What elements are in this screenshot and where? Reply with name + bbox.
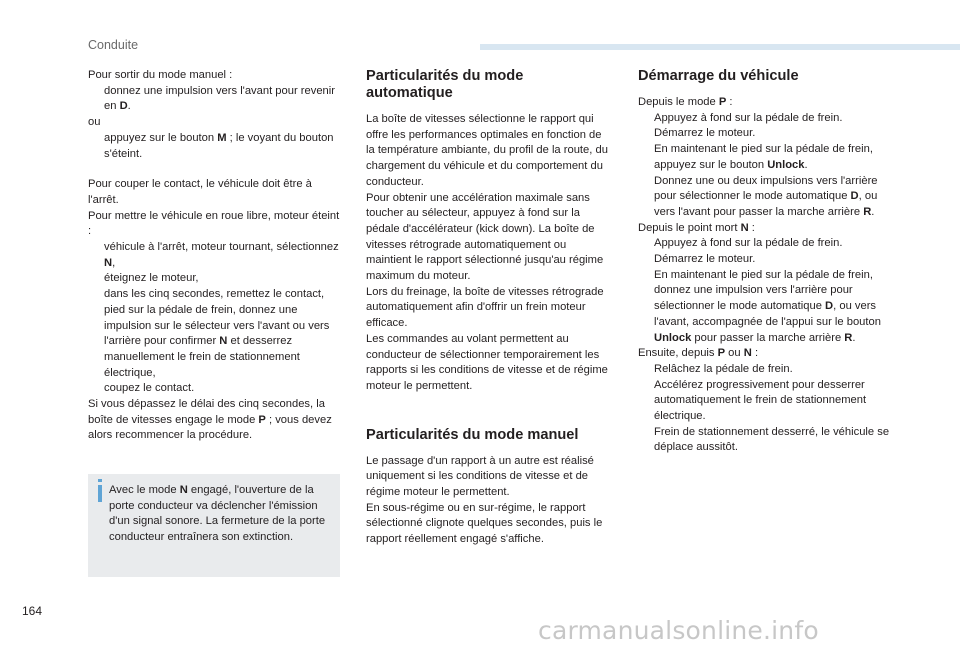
bullet-item bbox=[638, 252, 898, 268]
info-icon bbox=[98, 485, 102, 502]
bullet-text: coupez le contact. bbox=[104, 382, 195, 395]
bullet-item bbox=[638, 236, 898, 252]
paragraph: Pour sortir du mode manuel : bbox=[88, 69, 233, 81]
bullet-item bbox=[88, 131, 343, 162]
watermark: carmanualsonline.info bbox=[538, 616, 819, 645]
paragraph: Pour obtenir une accélération maximale sans toucher au sélecteur, appuyez à fond sur la pédale d'accélérateur (kick down). La boîte de vitesses rétrograde automatiquement ou maintient le rapport sélectionné jusqu'au régime maximum du moteur. bbox=[366, 191, 604, 283]
paragraph: Si vous dépassez le délai des cinq secondes, la boîte de vitesses engage le mode P ; vous devez alors recommencer la procédure. bbox=[88, 398, 332, 442]
page-number: 164 bbox=[22, 604, 43, 618]
paragraph: En sous-régime ou en sur-régime, le rapport sélectionné clignote quelques secondes, puis le rapport réellement engagé s'affiche. bbox=[366, 501, 603, 546]
column-middle bbox=[366, 68, 611, 548]
note-text: Avec le mode N engagé, l'ouverture de la porte conducteur va déclencher l'émission d'un signal sonore. La fermeture de la porte conducteur entraînera son extinction. bbox=[109, 484, 326, 544]
column-right bbox=[638, 68, 898, 456]
bullet-text: En maintenant le pied sur la pédale de frein, appuyez sur le bouton Unlock. bbox=[654, 143, 873, 171]
bullet-text: Démarrez le moteur. bbox=[654, 127, 756, 140]
bullet-text: éteignez le moteur, bbox=[104, 272, 199, 285]
paragraph: Depuis le point mort N : bbox=[638, 221, 755, 234]
bullet-item bbox=[638, 142, 898, 173]
bullet-item bbox=[88, 84, 343, 115]
bullet-item bbox=[88, 303, 343, 382]
heading-automatic-mode: Particularités du mode automatique bbox=[366, 68, 524, 101]
bullet-text: Frein de stationnement desserré, le véhicule se déplace aussitôt. bbox=[654, 425, 890, 454]
section-title: Conduite bbox=[88, 38, 139, 52]
bullet-item bbox=[638, 126, 898, 142]
paragraph: La boîte de vitesses sélectionne le rapport qui offre les performances optimales en fonction de la température ambiante, du profil de la route, du chargement du véhicule et du comportement du conducteur. bbox=[366, 113, 608, 188]
bullet-text: Relâchez la pédale de frein. bbox=[654, 362, 793, 375]
info-note bbox=[88, 474, 340, 577]
paragraph: ou bbox=[88, 116, 101, 129]
bullet-item bbox=[88, 381, 343, 397]
column-left bbox=[88, 68, 343, 444]
paragraph: Depuis le mode P : bbox=[638, 96, 733, 108]
paragraph: Ensuite, depuis P ou N : bbox=[638, 347, 759, 360]
paragraph: Le passage d'un rapport à un autre est réalisé uniquement si les conditions de vitesse et de régime moteur le permettent. bbox=[366, 454, 594, 499]
bullet-text: véhicule à l'arrêt, moteur tournant, sélectionnez N, bbox=[104, 241, 339, 269]
bullet-text: Donnez une ou deux impulsions vers l'arrière pour sélectionner le mode automatique D, ou vers l'avant pour passer la marche arrière R. bbox=[654, 174, 878, 218]
paragraph: Lors du freinage, la boîte de vitesses rétrograde automatiquement afin d'offrir un frein moteur efficace. bbox=[366, 285, 604, 330]
paragraph: Pour mettre le véhicule en roue libre, moteur éteint : bbox=[88, 209, 340, 238]
bullet-text: Appuyez à fond sur la pédale de frein. bbox=[654, 111, 843, 124]
bullet-item bbox=[88, 271, 343, 287]
bullet-text: En maintenant le pied sur la pédale de frein, donnez une impulsion vers l'arrière pour sélectionner le mode automatique D, ou vers l'avant, accompagnée de l'appui sur le bouton Unlock pour passer la marche arrière R. bbox=[654, 268, 881, 344]
bullet-item bbox=[638, 111, 898, 127]
paragraph: Les commandes au volant permettent au conducteur de sélectionner temporairement les rapports si les conditions de vitesse et de régime moteur le permettent. bbox=[366, 332, 608, 392]
bullet-text: dans les cinq secondes, remettez le contact, bbox=[104, 288, 325, 301]
bullet-item bbox=[88, 240, 343, 271]
bullet-item bbox=[638, 362, 898, 378]
paragraph: Pour couper le contact, le véhicule doit être à l'arrêt. bbox=[88, 178, 312, 206]
bullet-item bbox=[638, 425, 898, 456]
bullet-item bbox=[88, 287, 343, 303]
bullet-item bbox=[638, 268, 898, 347]
bullet-text: donnez une impulsion vers l'avant pour revenir en D. bbox=[104, 84, 335, 113]
bullet-text: Accélérez progressivement pour desserrer automatiquement le frein de stationnement électrique. bbox=[654, 378, 867, 423]
bullet-text: pied sur la pédale de frein, donnez une impulsion sur le sélecteur vers l'avant ou vers l'arrière pour confirmer N et desserrez manuellement le frein de stationnement électrique, bbox=[104, 303, 330, 379]
bullet-item bbox=[638, 378, 898, 425]
bullet-text: Appuyez à fond sur la pédale de frein. bbox=[654, 237, 843, 250]
heading-vehicle-start: Démarrage du véhicule bbox=[638, 68, 799, 84]
heading-manual-mode: Particularités du mode manuel bbox=[366, 426, 579, 443]
header-bar bbox=[480, 44, 960, 50]
bullet-text: appuyez sur le bouton M ; le voyant du bouton s'éteint. bbox=[104, 131, 334, 160]
bullet-text: Démarrez le moteur. bbox=[654, 253, 756, 266]
bullet-item bbox=[638, 174, 898, 221]
